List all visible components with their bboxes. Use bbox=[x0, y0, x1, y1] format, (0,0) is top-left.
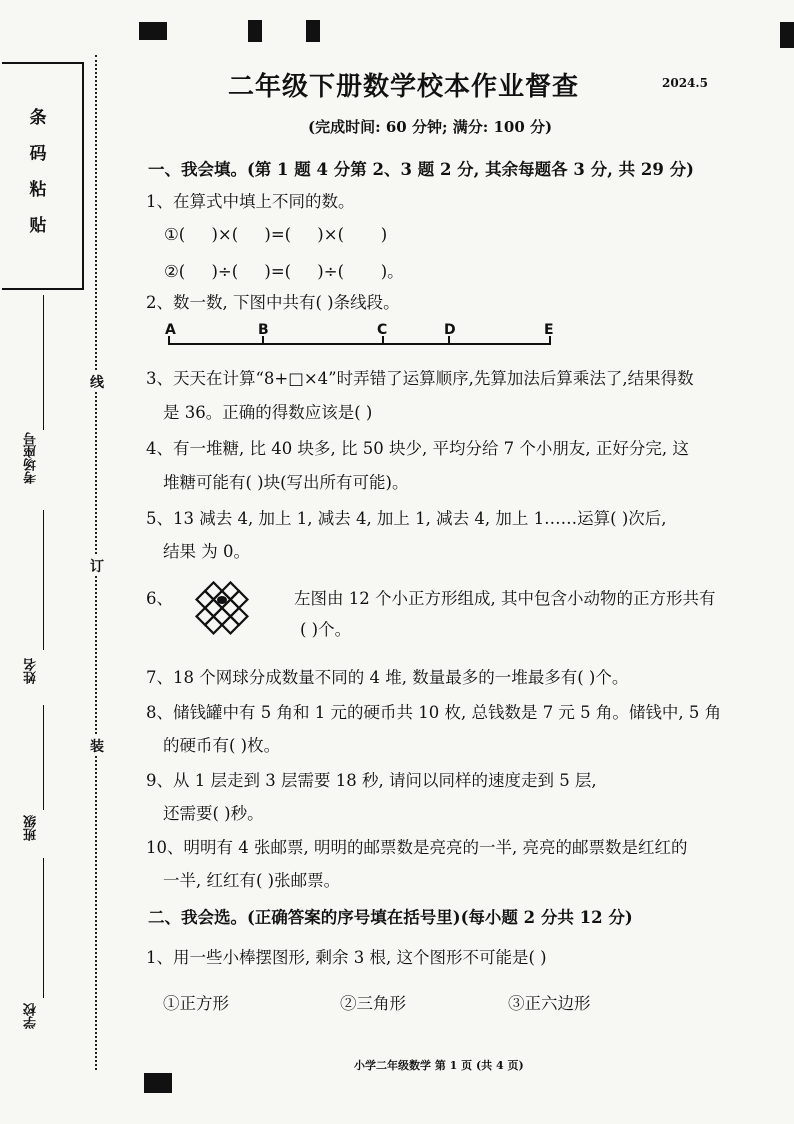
question-9-line-2: 还需要( )秒。 bbox=[163, 804, 264, 823]
field-label-seat: 考场座号 bbox=[24, 432, 39, 484]
section2-question-1: 1、用一些小棒摆图形, 剩余 3 根, 这个图形不可能是( ) bbox=[146, 948, 547, 967]
bind-char-xian: 线 bbox=[88, 372, 106, 392]
question-2: 2、数一数, 下图中共有( )条线段。 bbox=[146, 293, 400, 312]
question-10-line-1: 10、明明有 4 张邮票, 明明的邮票数是亮亮的一半, 亮亮的邮票数是红红的 bbox=[146, 838, 688, 857]
question-5-line-1: 5、13 减去 4, 加上 1, 减去 4, 加上 1, 减去 4, 加上 1……运算( )次后, bbox=[146, 509, 667, 528]
registration-mark bbox=[248, 20, 262, 42]
question-6-line-2: ( )个。 bbox=[300, 620, 352, 639]
question-1: 1、在算式中填上不同的数。 bbox=[146, 192, 355, 211]
registration-mark bbox=[780, 22, 794, 48]
field-line-name bbox=[43, 705, 44, 810]
field-line-class bbox=[43, 858, 44, 998]
question-1-row-2: ②( )÷( )=( )÷( )。 bbox=[164, 262, 404, 281]
exam-date: 2024.5 bbox=[662, 76, 708, 90]
section1-heading: 一、我会填。(第 1 题 4 分第 2、3 题 2 分, 其余每题各 3 分, 共 29 分) bbox=[148, 160, 694, 179]
question-1-row-1: ①( )×( )=( )×( ) bbox=[164, 225, 388, 244]
option-1: ①正方形 bbox=[163, 994, 229, 1013]
field-line-seat-lower bbox=[43, 510, 44, 650]
bind-char-zhuang: 装 bbox=[88, 736, 106, 756]
page-footer: 小学二年级数学 第 1 页 (共 4 页) bbox=[354, 1059, 524, 1072]
animal-icon bbox=[217, 596, 227, 604]
question-4-line-1: 4、有一堆糖, 比 40 块多, 比 50 块少, 平均分给 7 个小朋友, 正好分完, 这 bbox=[146, 439, 689, 458]
point-label-c: C bbox=[377, 322, 388, 338]
field-label-name: 姓名 bbox=[24, 658, 39, 684]
question-3-line-1: 3、天天在计算“8+□×4”时弄错了运算顺序,先算加法后算乘法了,结果得数 bbox=[146, 369, 694, 388]
question-6-line-1: 左图由 12 个小正方形组成, 其中包含小动物的正方形共有 bbox=[294, 589, 716, 608]
option-3: ③正六边形 bbox=[508, 994, 591, 1013]
point-label-a: A bbox=[165, 322, 176, 338]
question-8-line-1: 8、储钱罐中有 5 角和 1 元的硬币共 10 枚, 总钱数是 7 元 5 角。储钱中, 5 角 bbox=[146, 703, 722, 722]
question-3-line-2: 是 36。正确的得数应该是( ) bbox=[163, 403, 373, 422]
option-2: ②三角形 bbox=[340, 994, 406, 1013]
field-label-school: 学校 bbox=[24, 1003, 39, 1029]
registration-mark bbox=[139, 22, 167, 40]
point-label-d: D bbox=[444, 322, 456, 338]
field-line-seat bbox=[43, 295, 44, 430]
bind-char-ding: 订 bbox=[88, 556, 106, 576]
page-subtitle: (完成时间: 60 分钟; 满分: 100 分) bbox=[308, 118, 553, 136]
question-7: 7、18 个网球分成数量不同的 4 堆, 数量最多的一堆最多有( )个。 bbox=[146, 668, 629, 687]
squares-grid-figure bbox=[178, 570, 266, 644]
field-label-class: 班级 bbox=[24, 815, 39, 841]
question-10-line-2: 一半, 红红有( )张邮票。 bbox=[163, 871, 341, 890]
registration-mark bbox=[306, 20, 320, 42]
section2-heading: 二、我会选。(正确答案的序号填在括号里)(每小题 2 分共 12 分) bbox=[148, 908, 633, 927]
question-5-line-2: 结果 为 0。 bbox=[163, 542, 250, 561]
registration-mark bbox=[144, 1073, 172, 1093]
question-8-line-2: 的硬币有( )枚。 bbox=[163, 736, 281, 755]
question-6-number: 6、 bbox=[146, 589, 173, 608]
point-label-b: B bbox=[258, 322, 269, 338]
question-4-line-2: 堆糖可能有( )块(写出所有可能)。 bbox=[163, 473, 409, 492]
line-segment-figure bbox=[168, 343, 551, 345]
point-label-e: E bbox=[544, 322, 554, 338]
barcode-label: 条码粘贴 bbox=[29, 108, 47, 236]
page-title: 二年级下册数学校本作业督查 bbox=[228, 72, 580, 102]
question-9-line-1: 9、从 1 层走到 3 层需要 18 秒, 请问以同样的速度走到 5 层, bbox=[146, 771, 597, 790]
